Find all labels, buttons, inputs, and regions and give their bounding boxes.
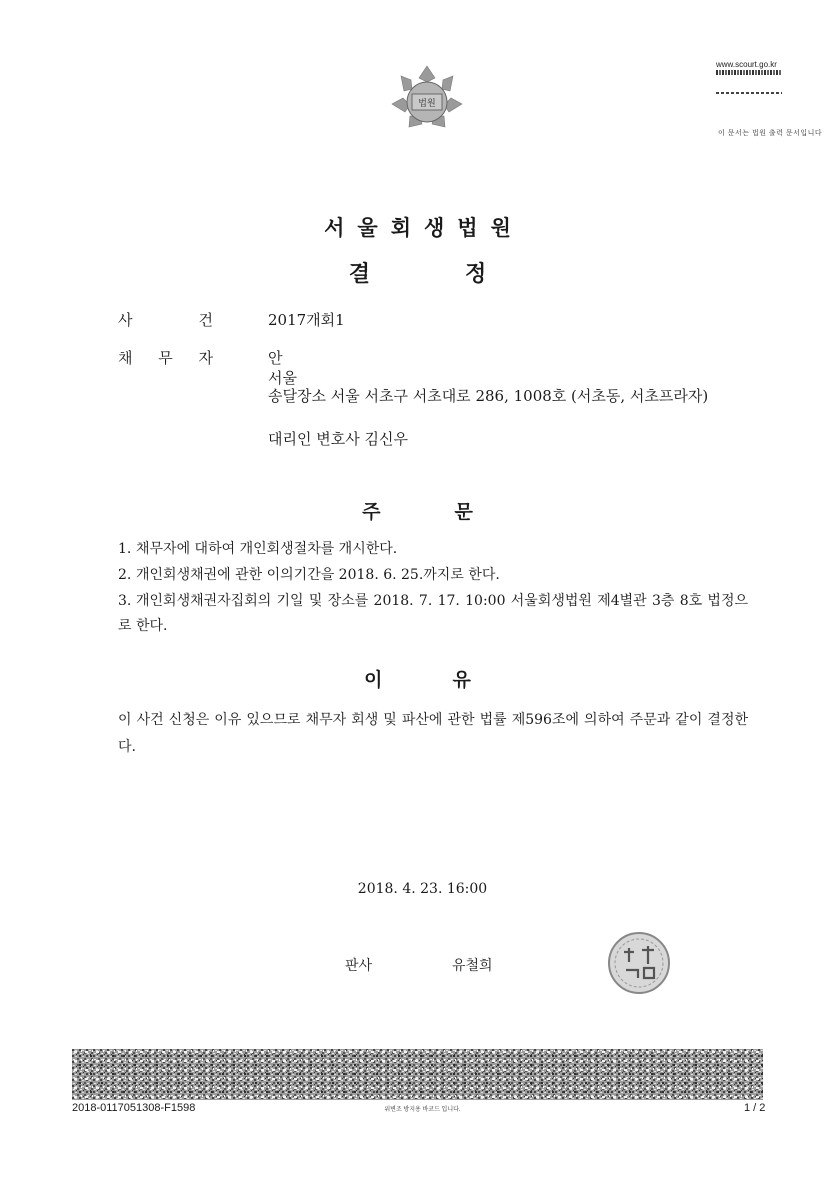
debtor-address: 서울: [268, 369, 297, 387]
decision-date: 2018. 4. 23. 16:00: [357, 881, 488, 897]
order-item: [118, 537, 748, 562]
debtor-label-char: 채: [118, 349, 133, 367]
order-item-text: 채무자에 대하여 개인회생절차를 개시한다.: [136, 541, 398, 557]
debtor-name: 안: [268, 349, 283, 367]
document-id: 2018-0117051308-F1598: [72, 1102, 196, 1114]
case-label: [118, 309, 213, 330]
order-item-text: 개인회생채권에 관한 이의기간을 2018. 6. 25.까지로 한다.: [136, 567, 500, 583]
page-number: 1 / 2: [744, 1102, 766, 1114]
attorney: 대리인 변호사 김신우: [268, 430, 408, 448]
judge-title: 판사: [345, 958, 373, 974]
site-url: www.scourt.go.kr: [716, 60, 777, 69]
order-item-number: 3.: [118, 593, 132, 609]
reason-heading: 이유: [364, 669, 541, 691]
case-label-char: 사: [118, 311, 133, 329]
judge-seal-icon: [606, 930, 672, 996]
service-address: 송달장소 서울 서초구 서초대로 286, 1008호 (서초동, 서초프라자): [268, 387, 709, 405]
order-item: [118, 589, 748, 639]
debtor-label-char: 무: [158, 349, 173, 367]
debtor-label: [118, 347, 213, 368]
order-heading: 주문: [362, 501, 547, 523]
footer-note: 위변조 방지용 바코드 입니다.: [384, 1107, 461, 1113]
anti-forgery-barcode: [72, 1049, 763, 1100]
site-caption: 이 문서는 법원 출력 문서입니다: [718, 130, 823, 137]
security-pattern-top: [716, 70, 782, 75]
case-label-char: 건: [198, 311, 213, 329]
order-item: [118, 563, 748, 588]
case-number: 2017개회1: [268, 311, 345, 329]
document-title: 결정: [348, 262, 582, 287]
seal-label: 판사 인: [637, 990, 641, 991]
judge-name: 유철희: [452, 958, 493, 974]
order-item-number: 1.: [118, 541, 132, 557]
order-item-number: 2.: [118, 567, 132, 583]
reason-text: 이 사건 신청은 이유 있으므로 채무자 회생 및 파산에 관한 법률 제596조에 의하여 주문과 같이 결정한다.: [118, 712, 748, 755]
debtor-label-char: 자: [198, 349, 213, 367]
security-pattern-line: [716, 92, 782, 94]
court-emblem-icon: [388, 64, 466, 134]
court-name: 서울회생법원: [324, 216, 524, 240]
emblem-label: 법원: [418, 99, 436, 109]
order-item-text: 개인회생채권자집회의 기일 및 장소를 2018. 7. 17. 10:00 서울회생법원 제4별관 3층 8호 법정으로 한다.: [118, 593, 748, 634]
